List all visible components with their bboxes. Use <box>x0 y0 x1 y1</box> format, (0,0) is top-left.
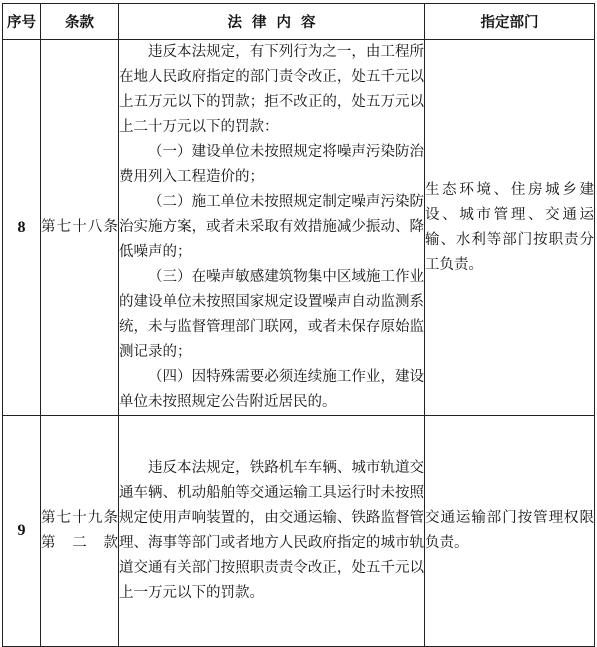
content-paragraph: （二）施工单位未按照规定制定噪声污染防治实施方案，或者未采取有效措施减少振动、降低噪声的； <box>119 194 424 260</box>
header-no: 序号 <box>3 4 41 40</box>
header-row <box>3 4 595 40</box>
table-row <box>3 416 595 647</box>
law-content <box>119 40 425 416</box>
article-ref: 第七十九条第二款 <box>41 416 119 647</box>
article-ref: 第七十八条 <box>41 40 119 416</box>
designated-dept: 生态环境、住房城乡建设、城市管理、交通运输、水利等部门按职责分工负责。 <box>425 40 595 416</box>
content-paragraph: （四）因特殊需要必须连续施工作业，建设单位未按照规定公告附近居民的。 <box>119 369 424 410</box>
header-law-content: 法律内容 <box>119 4 425 40</box>
header-dept: 指定部门 <box>425 4 595 40</box>
header-article: 条款 <box>41 4 119 40</box>
table-row <box>3 40 595 416</box>
designated-dept: 交通运输部门按管理权限负责。 <box>425 416 595 647</box>
law-content <box>119 416 425 647</box>
content-paragraph: （一）建设单位未按照规定将噪声污染防治费用列入工程造价的； <box>119 144 424 185</box>
row-number: 8 <box>3 40 41 416</box>
row-number: 9 <box>3 416 41 647</box>
law-table <box>2 3 595 647</box>
content-paragraph: 违反本法规定，有下列行为之一，由工程所在地人民政府指定的部门责令改正，处五千元以上五万元以下的罚款；拒不改正的，处五万元以上二十万元以下的罚款： <box>119 44 424 135</box>
content-paragraph: （三）在噪声敏感建筑物集中区域施工作业的建设单位未按照国家规定设置噪声自动监测系统，未与监督管理部门联网，或者未保存原始监测记录的； <box>119 269 424 360</box>
content-paragraph: 违反本法规定，铁路机车车辆、城市轨道交通车辆、机动船舶等交通运输工具运行时未按照规定使用声响装置的，由交通运输、铁路监督管理、海事等部门或者地方人民政府指定的城市轨道交通有关部门按照职责责令改正，处五千元以上一万元以下的罚款。 <box>119 460 424 601</box>
